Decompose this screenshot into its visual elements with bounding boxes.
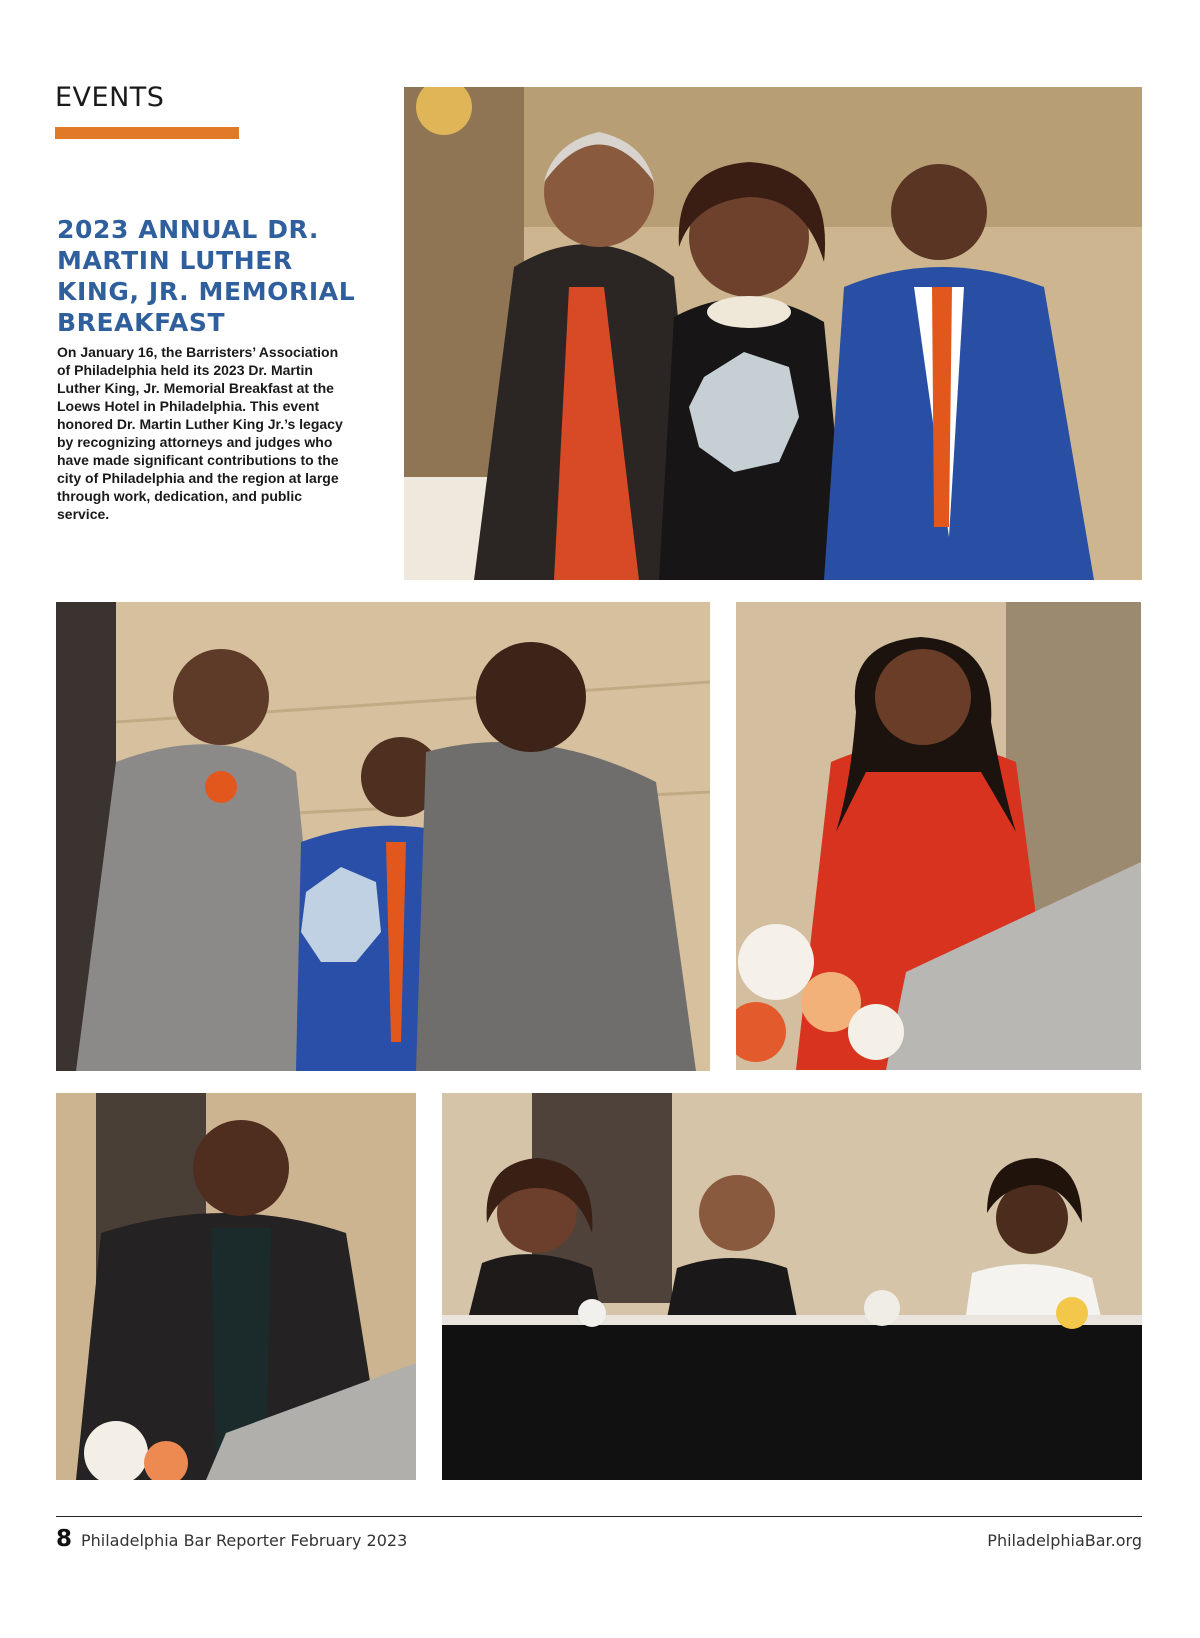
photo-three-people-with-award [404,87,1142,580]
website-link[interactable]: PhiladelphiaBar.org [987,1531,1142,1550]
article-body: On January 16, the Barristers’ Association of Philadelphia held its 2023 Dr. Martin Luther King, Jr. Memorial Breakfast at the Loews Hotel in Philadelphia. This event honored Dr. Martin Luther King Jr.’s legacy by recognizing attorneys and judges who have made significant contributions to the city of Philadelphia and the region at large through work, dedication, and public service. [57,344,343,522]
footer-rule [56,1516,1142,1517]
photo-illustration [736,602,1141,1070]
page-number: 8 [56,1526,73,1552]
photo-illustration [56,1093,416,1480]
photo-illustration [56,602,710,1071]
article-headline: 2023 ANNUAL DR. MARTIN LUTHER KING, JR. MEMORIAL BREAKFAST [57,215,356,337]
photo-award-presentation [56,602,710,1071]
photo-illustration [442,1093,1142,1480]
photo-head-table [442,1093,1142,1480]
publication-line: Philadelphia Bar Reporter February 2023 [81,1531,408,1550]
photo-man-at-podium [56,1093,416,1480]
photo-illustration [404,87,1142,580]
photo-woman-at-podium [736,602,1141,1070]
section-accent-rule [55,127,239,139]
section-label: EVENTS [55,82,165,113]
